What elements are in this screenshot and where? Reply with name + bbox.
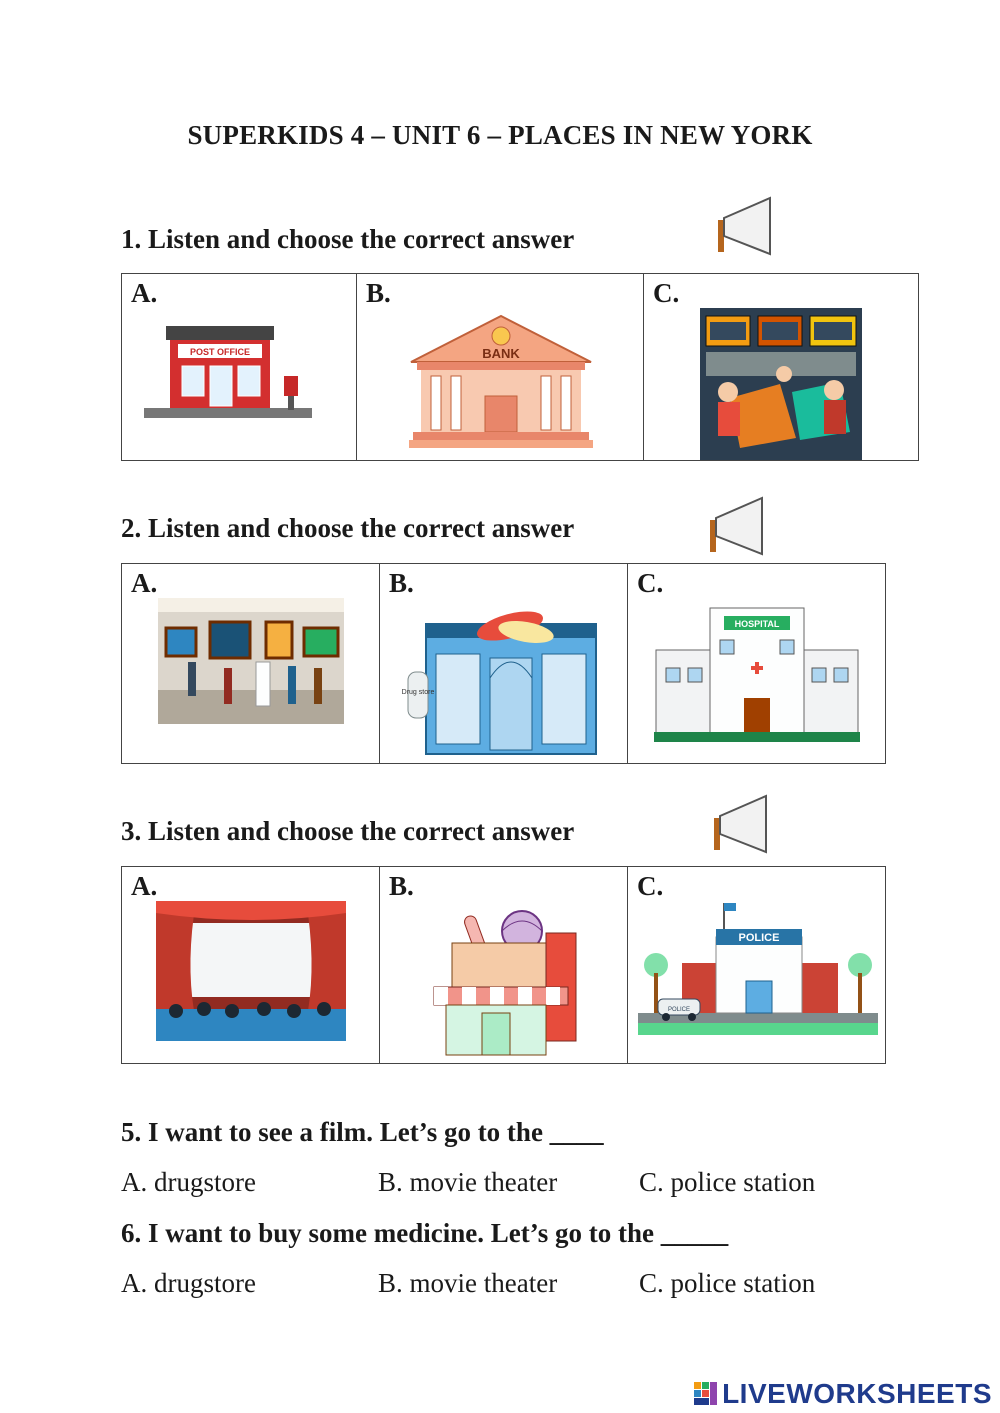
question-5-stem: 5. I want to see a film. Let’s go to the ____ xyxy=(121,1117,604,1147)
question-5-option-a[interactable]: A. drugstore xyxy=(121,1167,256,1197)
option-2a[interactable] xyxy=(122,564,380,764)
question-6-option-c[interactable]: C. police station xyxy=(639,1268,816,1298)
option-letter: C. xyxy=(637,871,664,901)
question-6-option-a[interactable]: A. drugstore xyxy=(121,1268,256,1298)
bank-picture xyxy=(409,312,593,450)
option-1c[interactable] xyxy=(644,274,919,461)
option-1a[interactable] xyxy=(122,274,357,461)
megaphone-icon[interactable] xyxy=(714,196,774,258)
option-letter: A. xyxy=(131,568,158,598)
option-2b[interactable] xyxy=(380,564,628,764)
hospital-sign: HOSPITAL xyxy=(734,619,780,629)
police-sign: POLICE xyxy=(738,932,780,944)
question-3-heading: 3. Listen and choose the correct answer xyxy=(121,816,575,846)
question-6-option-b[interactable]: B. movie theater xyxy=(378,1268,558,1298)
question-5-option-b[interactable]: B. movie theater xyxy=(378,1167,558,1197)
candy-store-picture xyxy=(430,909,580,1057)
option-letter: B. xyxy=(389,568,414,598)
question-1-options xyxy=(121,273,919,461)
question-6-stem: 6. I want to buy some medicine. Let’s go to the _____ xyxy=(121,1218,729,1248)
brand-name: LIVEWORKSHEETS xyxy=(722,1378,992,1409)
option-letter: A. xyxy=(131,278,158,308)
megaphone-icon[interactable] xyxy=(710,794,770,856)
question-5-option-c[interactable]: C. police station xyxy=(639,1167,816,1197)
post-office-sign: POST OFFICE xyxy=(189,347,251,357)
arcade-picture xyxy=(700,308,862,460)
option-3b[interactable] xyxy=(380,867,628,1064)
question-2-options xyxy=(121,563,886,764)
option-letter: B. xyxy=(366,278,391,308)
museum-picture xyxy=(158,598,344,724)
option-1b[interactable] xyxy=(357,274,644,461)
police-car-sign: POLICE xyxy=(667,1007,691,1013)
post-office-picture xyxy=(142,318,314,422)
hospital-picture xyxy=(654,602,860,744)
option-3a[interactable] xyxy=(122,867,380,1064)
liveworksheets-logo xyxy=(694,1378,992,1410)
movie-theater-picture xyxy=(156,901,346,1041)
option-letter: A. xyxy=(131,871,158,901)
drugstore-picture xyxy=(401,606,602,756)
option-2c[interactable] xyxy=(628,564,886,764)
drugstore-sign: Drug store xyxy=(401,689,435,696)
police-station-picture xyxy=(638,901,878,1035)
option-letter: B. xyxy=(389,871,414,901)
liveworksheets-logo-icon xyxy=(694,1382,718,1406)
worksheet-title: SUPERKIDS 4 – UNIT 6 – PLACES IN NEW YORK xyxy=(187,120,813,150)
question-3-options xyxy=(121,866,886,1064)
option-letter: C. xyxy=(653,278,680,308)
megaphone-icon[interactable] xyxy=(706,496,766,558)
bank-sign: BANK xyxy=(482,346,520,361)
question-1-heading: 1. Listen and choose the correct answer xyxy=(121,224,575,254)
option-3c[interactable] xyxy=(628,867,886,1064)
question-2-heading: 2. Listen and choose the correct answer xyxy=(121,513,575,543)
option-letter: C. xyxy=(637,568,664,598)
